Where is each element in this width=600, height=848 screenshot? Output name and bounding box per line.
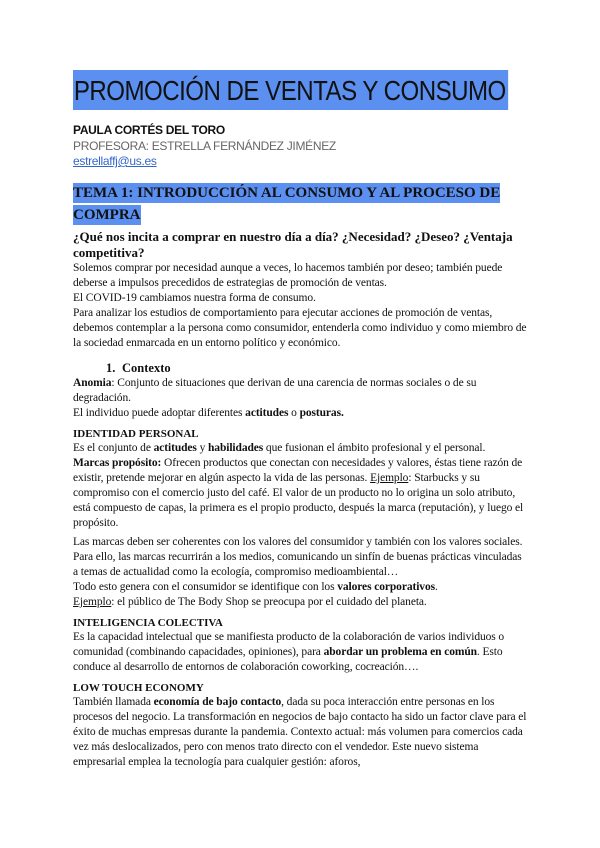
tema-heading (73, 182, 528, 226)
document-page (73, 70, 528, 770)
body-shop-example: Ejemplo: el público de The Body Shop se preocupa por el cuidado del planeta. (73, 596, 427, 608)
marcas-coherencia-paragraph: Las marcas deben ser coherentes con los valores del consumidor y también con los valores sociales. Para ello, las marcas recurrirán a los medios, comunicando un sinfín de buenas prácticas vinculadas a temas de actualidad como la ecología, compromiso medioambiental… (73, 536, 523, 578)
anomia-definition: Anomia: Conjunto de situaciones que derivan de una carencia de normas sociales o de su degradación. (73, 377, 477, 404)
identidad-heading: IDENTIDAD PERSONAL (73, 428, 199, 440)
inteligencia-paragraph: Es la capacidad intelectual que se manifiesta producto de la colaboración de varios individuos o comunidad (combinando capacidades, opiniones), para abordar un problema en común. Esto conduce al desarrollo de entornos de colaboración coworking, cocreación…. (73, 631, 505, 673)
valores-paragraph: Todo esto genera con el consumidor se identifique con los valores corporativos. (73, 581, 438, 593)
inteligencia-heading: INTELIGENCIA COLECTIVA (73, 617, 223, 629)
question-heading: ¿Qué nos incita a comprar en nuestro día a día? ¿Necesidad? ¿Deseo? ¿Ventaja competitiva? (73, 229, 513, 260)
lowtouch-heading: LOW TOUCH ECONOMY (73, 682, 204, 694)
section-heading-contexto: 1. Contexto (106, 361, 171, 375)
document-title: PROMOCIÓN DE VENTAS Y CONSUMO (73, 70, 508, 110)
author-name: PAULA CORTÉS DEL TORO (73, 123, 225, 137)
marcas-proposito-paragraph: Marcas propósito: Ofrecen productos que conectan con necesidades y valores, éstas tiene razón de existir, pretende mejorar en algún aspecto la vida de las personas. Ejemplo: Starbucks y su compromiso con el comercio justo del café. El valor de un producto no lo origina un solo atributo, está compuesto de capas, la primera es el propio producto, después la marca (reputación), y luego el propósito. (73, 457, 524, 529)
tema-title: TEMA 1: INTRODUCCIÓN AL CONSUMO Y AL PROCESO DE COMPRA (73, 185, 501, 223)
identidad-paragraph-1: Es el conjunto de actitudes y habilidades que fusionan el ámbito profesional y el personal. (73, 442, 486, 454)
email-link[interactable]: estrellaffj@us.es (73, 154, 157, 168)
individuo-paragraph: El individuo puede adoptar diferentes actitudes o posturas. (73, 407, 344, 419)
lowtouch-paragraph: También llamada economía de bajo contacto, dada su poca interacción entre personas en los procesos del negocio. La transformación en negocios de bajo contacto ha sido un factor clave para el éxito de muchas empresas durante la pandemia. Contexto actual: más volumen para comercios cada vez más deslocalizados, pero con menos trato directo con el vendedor. Este nuevo sistema empresarial emplea la tecnología para cualquier gestión: aforos, (73, 696, 527, 768)
intro-paragraph-2: El COVID-19 cambiamos nuestra forma de consumo. (73, 292, 316, 304)
intro-paragraph-1: Solemos comprar por necesidad aunque a veces, lo hacemos también por deseo; también puede deberse a impulsos precedidos de estrategias de promoción de ventas. (73, 262, 503, 289)
teacher-name: PROFESORA: ESTRELLA FERNÁNDEZ JIMÉNEZ (73, 139, 336, 153)
intro-paragraph-3: Para analizar los estudios de comportamiento para ejecutar acciones de promoción de ventas, debemos contemplar a la persona como consumidor, entenderla como individuo y como miembro de la sociedad enmarcada en un entorno político y económico. (73, 307, 527, 349)
